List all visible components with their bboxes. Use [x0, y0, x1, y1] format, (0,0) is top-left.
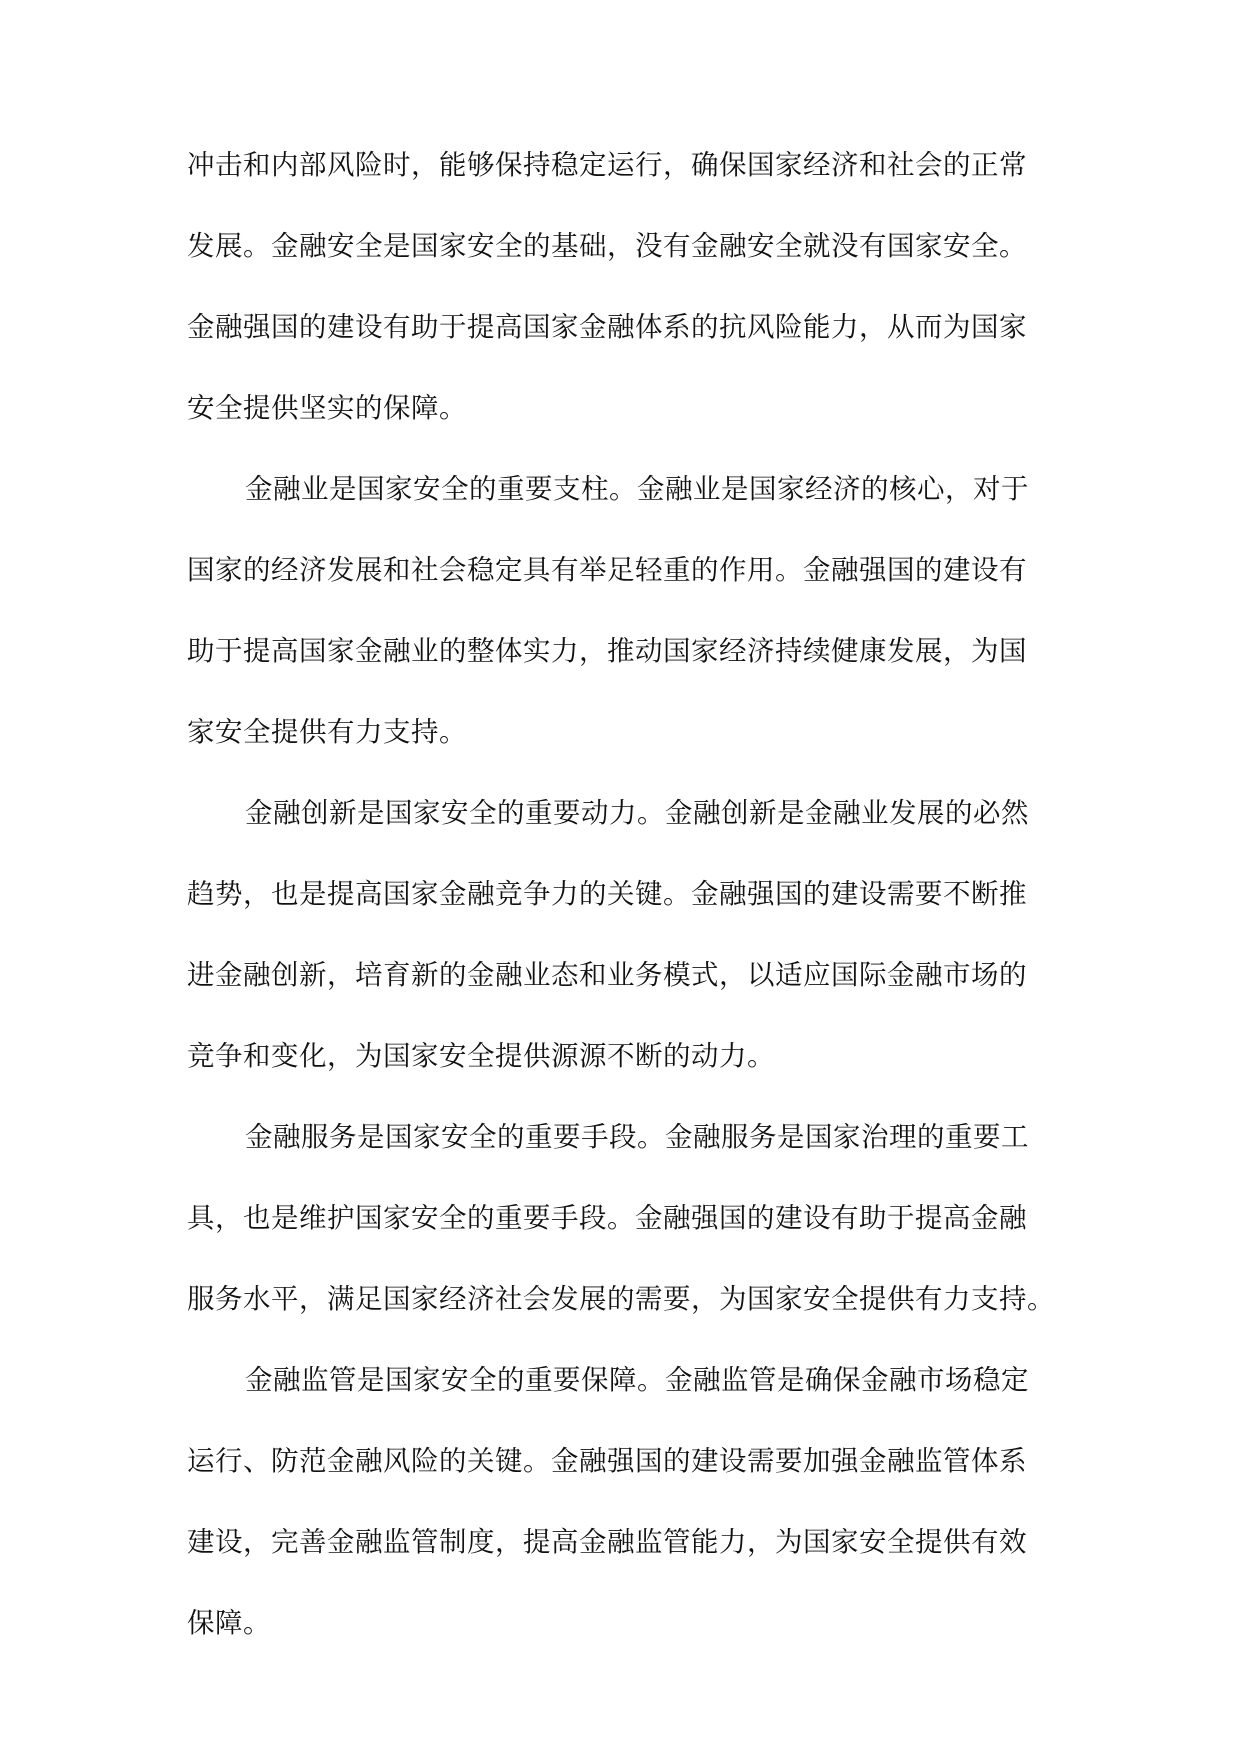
text-line: 金融强国的建设有助于提高国家金融体系的抗风险能力，从而为国家	[187, 311, 1027, 343]
text-line-first: 金融监管是国家安全的重要保障。金融监管是确保金融市场稳定	[245, 1364, 1029, 1396]
text-line: 进金融创新，培育新的金融业态和业务模式，以适应国际金融市场的	[187, 959, 1027, 991]
text-line-first: 金融创新是国家安全的重要动力。金融创新是金融业发展的必然	[245, 797, 1029, 829]
text-line-first: 金融业是国家安全的重要支柱。金融业是国家经济的核心，对于	[245, 473, 1029, 505]
text-line: 保障。	[187, 1607, 271, 1639]
text-line: 趋势，也是提高国家金融竞争力的关键。金融强国的建设需要不断推	[187, 878, 1027, 910]
text-line: 建设，完善金融监管制度，提高金融监管能力，为国家安全提供有效	[187, 1526, 1027, 1558]
text-line: 竞争和变化，为国家安全提供源源不断的动力。	[187, 1040, 775, 1072]
paragraph-5	[187, 1355, 1067, 1648]
text-line: 服务水平，满足国家经济社会发展的需要，为国家安全提供有力支持。	[187, 1283, 1055, 1315]
text-line-first: 金融服务是国家安全的重要手段。金融服务是国家治理的重要工	[245, 1121, 1029, 1153]
text-line: 具，也是维护国家安全的重要手段。金融强国的建设有助于提高金融	[187, 1202, 1027, 1234]
text-line: 安全提供坚实的保障。	[187, 392, 467, 424]
text-line: 助于提高国家金融业的整体实力，推动国家经济持续健康发展，为国	[187, 635, 1027, 667]
text-line: 国家的经济发展和社会稳定具有举足轻重的作用。金融强国的建设有	[187, 554, 1027, 586]
text-line: 家安全提供有力支持。	[187, 716, 467, 748]
text-line: 运行、防范金融风险的关键。金融强国的建设需要加强金融监管体系	[187, 1445, 1027, 1477]
text-line: 发展。金融安全是国家安全的基础，没有金融安全就没有国家安全。	[187, 230, 1027, 262]
paragraph-2	[187, 464, 1067, 757]
text-line: 冲击和内部风险时，能够保持稳定运行，确保国家经济和社会的正常	[187, 149, 1027, 181]
document-body	[187, 140, 1067, 1679]
paragraph-4	[187, 1112, 1067, 1324]
paragraph-1	[187, 140, 1067, 433]
paragraph-3	[187, 788, 1067, 1081]
